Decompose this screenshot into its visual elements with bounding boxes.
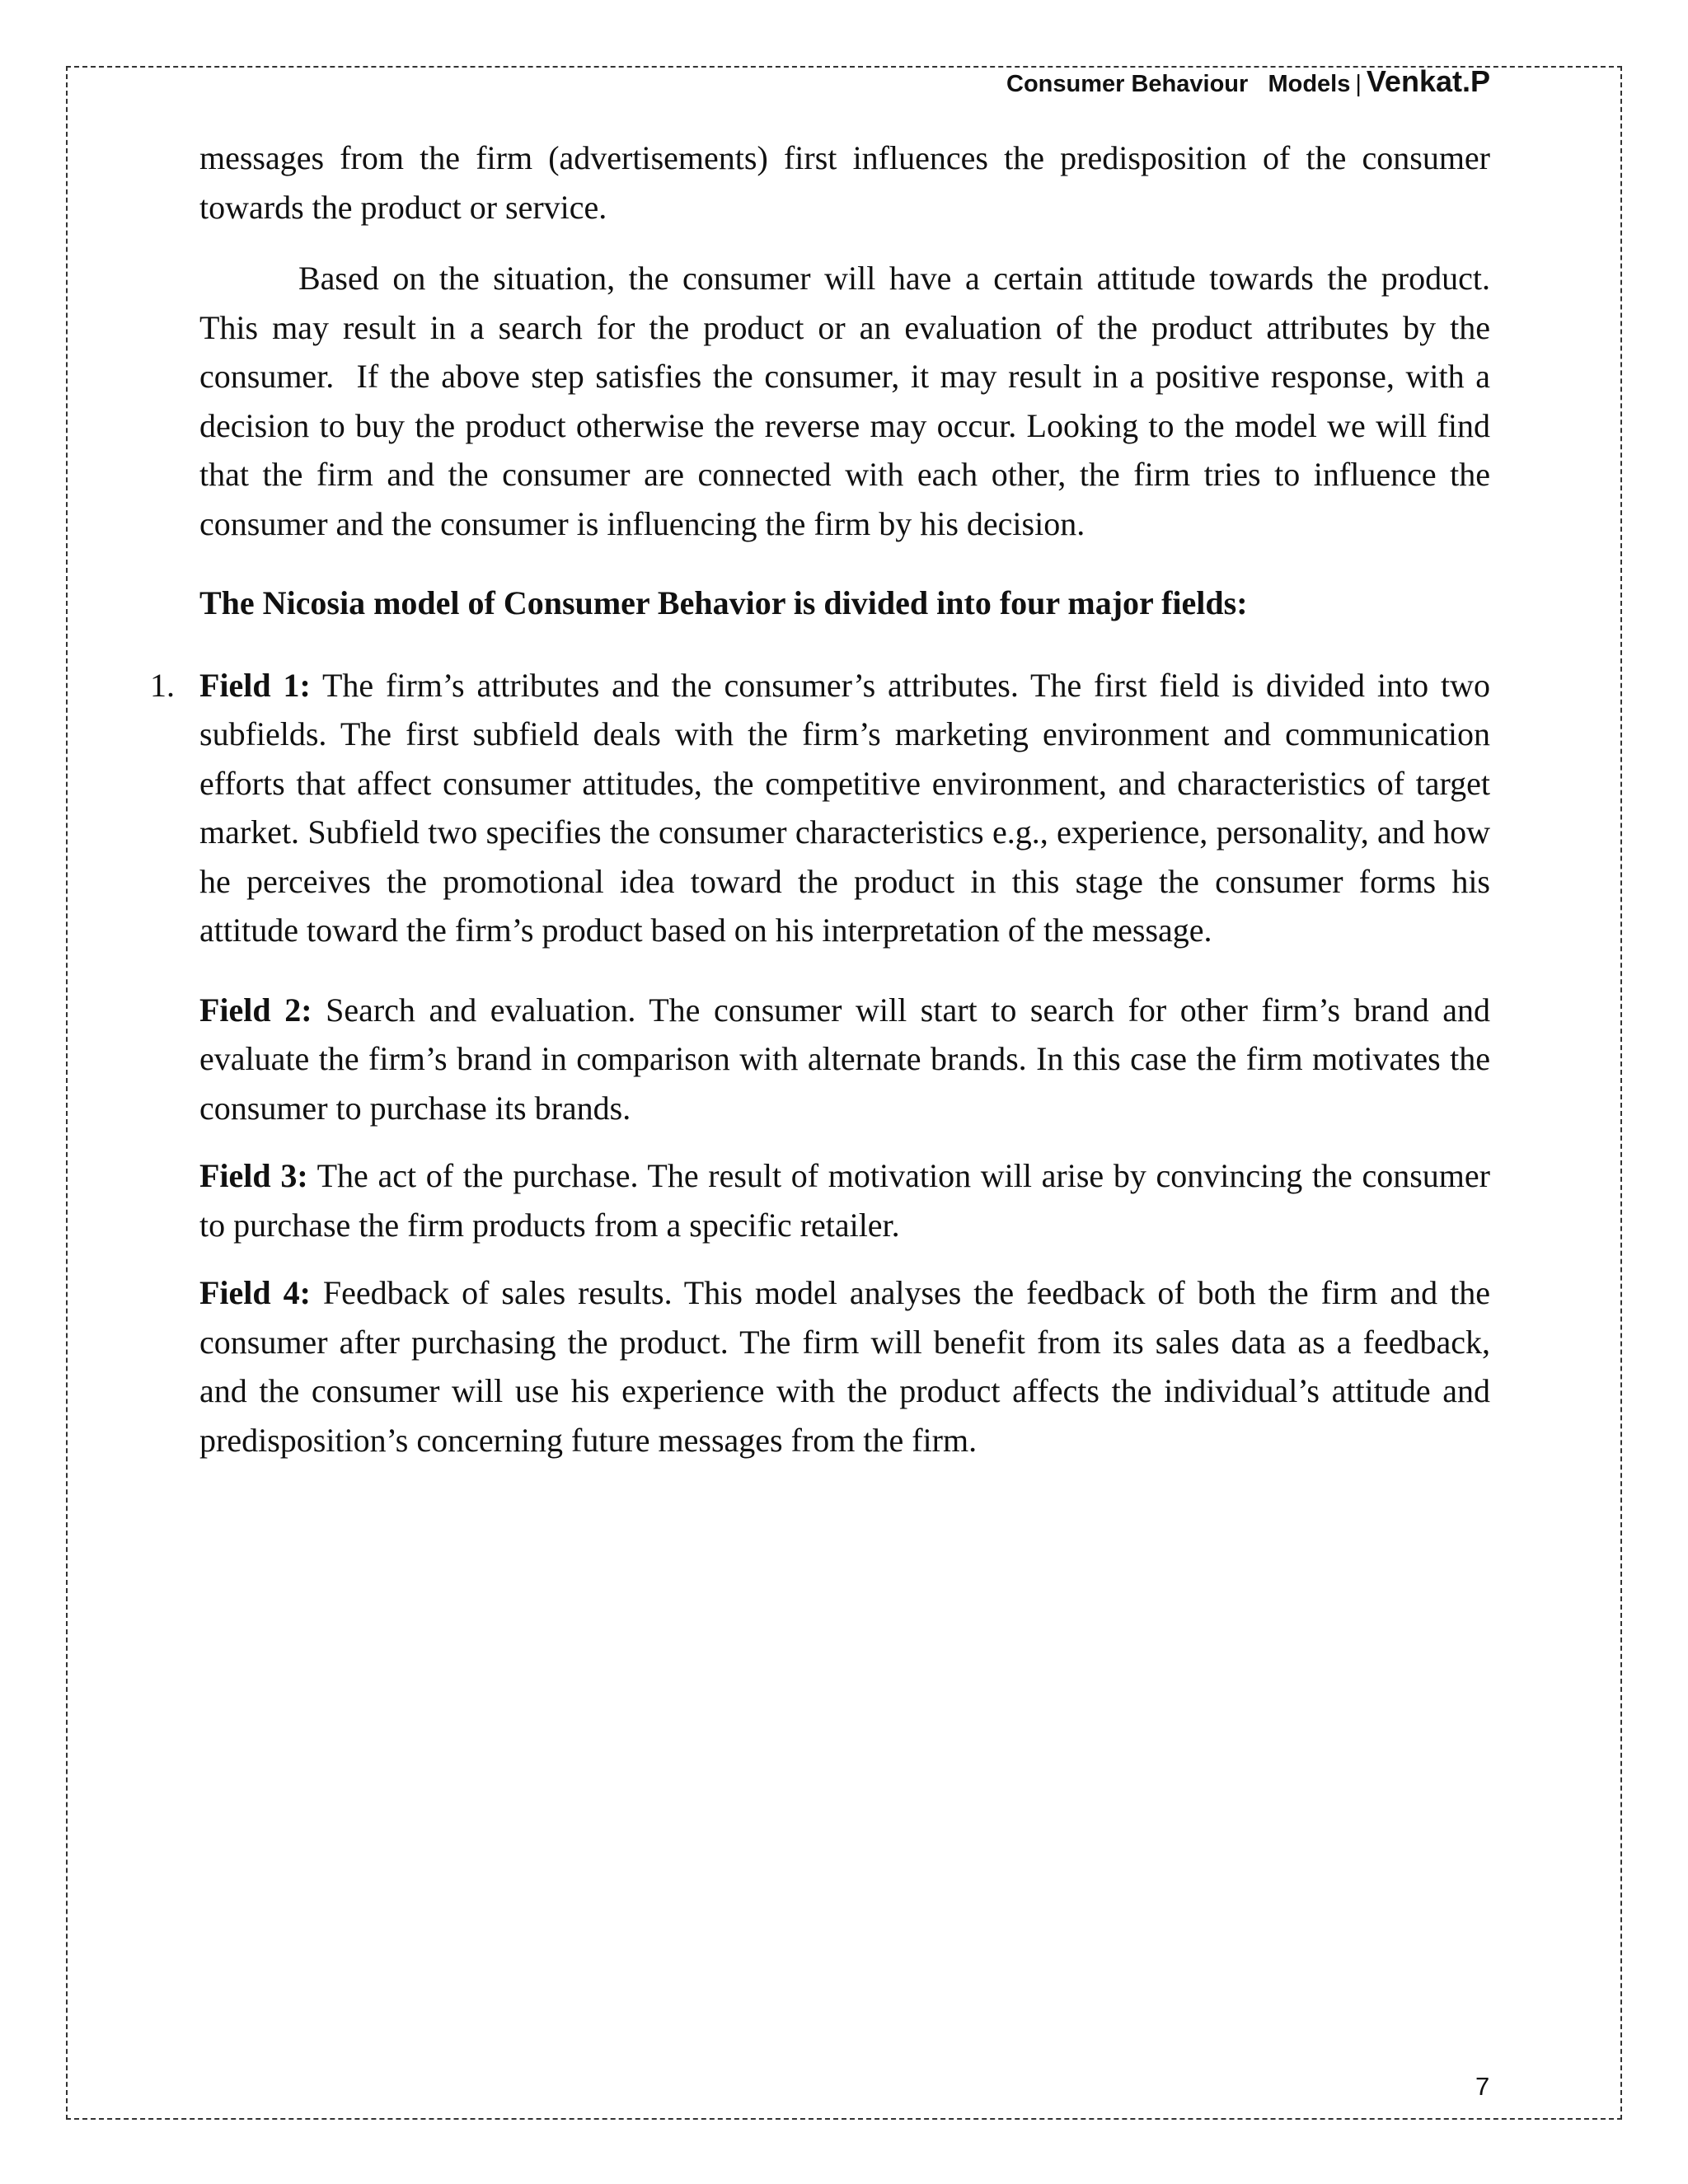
page-content [150, 134, 1507, 1465]
field-text: Feedback of sales results. This model analyses the feedback of both the firm and the consumer after purchasing the product. The firm will benefit from its sales data as a feedback, and the consumer will use his experience with the product affects the individual’s attitude and predisposition’s concerning future messages from the firm. [199, 1274, 1491, 1459]
header-author: Venkat.P [1366, 64, 1490, 98]
field-paragraph [199, 986, 1490, 1133]
field-item-4 [199, 1268, 1490, 1465]
running-header [1006, 64, 1490, 99]
header-separator: | [1355, 71, 1362, 97]
field-label: Field 2: [199, 991, 312, 1029]
field-text: The act of the purchase. The result of motivation will arise by convincing the consumer to purchase the firm products from a specific retailer. [199, 1157, 1490, 1244]
list-number: 1. [150, 666, 175, 704]
field-list [150, 661, 1491, 1465]
field-text: Search and evaluation. The consumer will start to search for other firm’s brand and evaluate the firm’s brand in comparison with alternate brands. In this case the firm motivates the consumer to purchase its brands. [199, 991, 1491, 1127]
header-title: Consumer Behaviour Models [1006, 71, 1351, 97]
field-item-3 [199, 1151, 1490, 1249]
situation-paragraph: Based on the situation, the consumer will have a certain attitude towards the product. This may result in a search for the product or an evaluation of the product attributes by the consumer. If the above step satisfies the consumer, it may result in a positive response, with a decision to buy the product otherwise the reverse may occur. Looking to the model we will find that the firm and the consumer are connected with each other, the firm tries to influence the consumer and the consumer is influencing the firm by his decision. [199, 260, 1507, 542]
field-paragraph [199, 1151, 1490, 1249]
field-item-2 [199, 986, 1490, 1133]
page-number: 7 [1475, 2072, 1490, 2101]
intro-paragraph: messages from the firm (advertisements) first influences the predisposition of the consumer towards the product or service. [199, 139, 1490, 226]
field-label: Field 4: [199, 1274, 311, 1311]
field-paragraph [199, 661, 1490, 955]
section-heading: The Nicosia model of Consumer Behavior is divided into four major fields: [199, 584, 1248, 621]
field-label: Field 3: [199, 1157, 308, 1194]
field-label: Field 1: [199, 666, 311, 704]
field-text: The firm’s attributes and the consumer’s attributes. The first field is divided into two subfields. The first subfield deals with the firm’s marketing environment and communication efforts that affect consumer attitudes, the competitive environment, and characteristics of target market. Subfield two specifies the consumer characteristics e.g., experience, personality, and how he perceives the promotional idea toward the product in this stage the consumer forms his attitude toward the firm’s product based on his interpretation of the message. [199, 666, 1490, 949]
field-item-1 [150, 661, 1490, 955]
field-paragraph [199, 1268, 1490, 1465]
